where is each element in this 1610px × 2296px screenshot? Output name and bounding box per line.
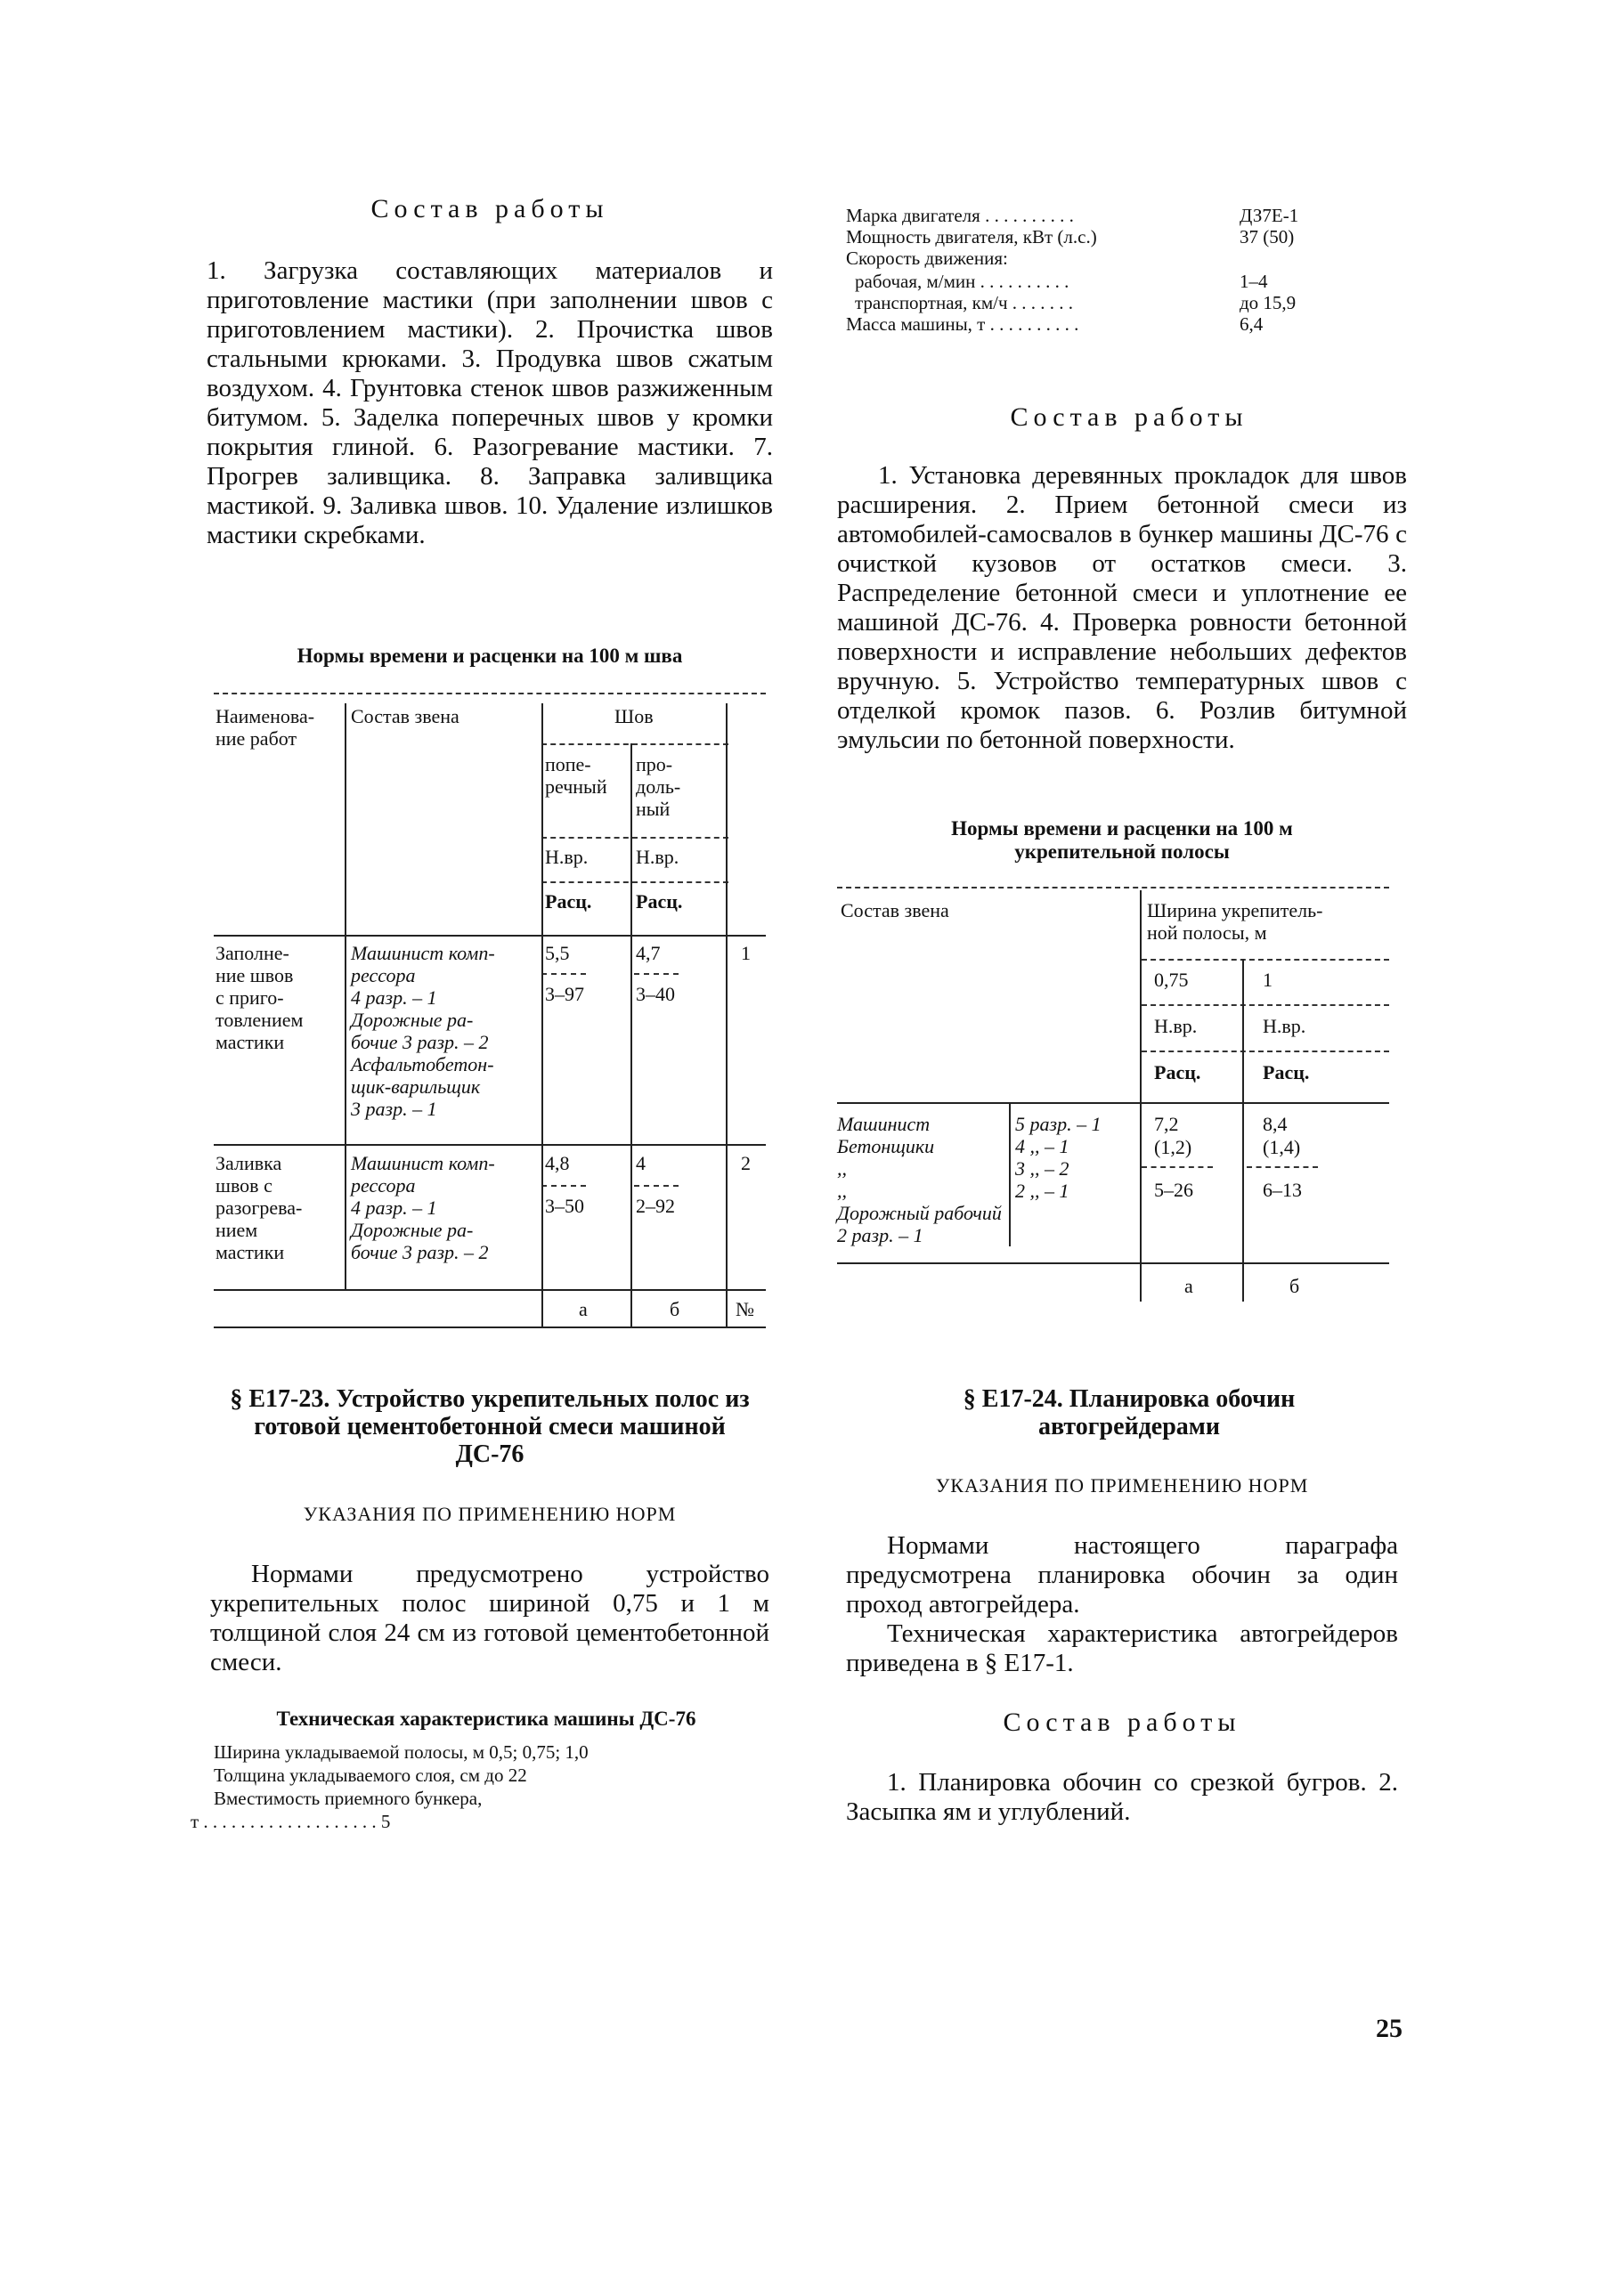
right-spec-label: Мощность двигателя, кВт (л.с.)	[846, 226, 1097, 247]
left-paragraph-1: 1. Загрузка составляющих материалов и приготовление мастики (при заполнении швов с приготовлением мастики). 2. Прочистка швов стальными крюками. 3. Продувка швов сжатым воздухом. 4. Грунтовка стенок швов разжиженным битумом. 5. Заделка поперечных швов у кромки покрытия глиной. 6. Разогревание мастики. 7. Прогрев заливщика. 8. Заправка заливщика мастикой. 9. Заливка швов. 10. Удаление излишков мастики скребками.	[207, 256, 773, 549]
right-table-header-075: 0,75	[1154, 969, 1189, 991]
right-paragraph-4: 1. Планировка обочин со срезкой бугров. 2. Засыпка ям и углублений.	[846, 1768, 1398, 1826]
page-number: 25	[1376, 2014, 1403, 2043]
right-heading-work-composition-2: Состав работы	[1003, 1708, 1241, 1737]
left-table-header-long: про- доль- ный	[636, 753, 681, 820]
left-spec-row: т . . . . . . . . . . . . . . . . . . . 5	[191, 1811, 391, 1832]
right-table-caption: Нормы времени и расценки на 100 м укрепительной полосы	[951, 817, 1293, 863]
left-table-row1-rasc-b: 3–40	[636, 983, 675, 1005]
right-table-footer-a: а	[1184, 1275, 1193, 1297]
right-table-nvr-a-extra: (1,2)	[1154, 1136, 1192, 1158]
right-spec-label: транспортная, км/ч . . . . . . .	[855, 292, 1074, 313]
right-table-header-rasc-b: Расц.	[1263, 1061, 1310, 1083]
left-table-row2-rasc-b: 2–92	[636, 1195, 675, 1217]
right-para-instructions	[846, 1531, 1398, 1678]
right-para-work-steps	[837, 461, 1407, 755]
left-para-work-steps	[207, 256, 773, 550]
right-para-final	[846, 1768, 1398, 1827]
right-table-rasc-a: 5–26	[1154, 1179, 1193, 1201]
right-section-title: § Е17-24. Планировка обочин автогрейдерами	[963, 1385, 1296, 1440]
left-table-row1-nvr-b: 4,7	[636, 942, 661, 964]
right-spec-value: 6,4	[1240, 313, 1264, 335]
right-spec-label: Марка двигателя . . . . . . . . . .	[846, 205, 1074, 226]
left-table-header-name: Наименова- ние работ	[215, 705, 315, 750]
right-table-nvr-b-extra: (1,4)	[1263, 1136, 1301, 1158]
left-table-row2-number: 2	[741, 1152, 751, 1174]
right-table-rasc-b: 6–13	[1263, 1179, 1302, 1201]
left-spec-caption: Техническая характеристика машины ДС-76	[276, 1708, 696, 1730]
left-table-footer-no: №	[736, 1298, 754, 1320]
left-table-header-cross: попе- речный	[545, 753, 607, 798]
right-table-header-crew: Состав звена	[841, 899, 949, 921]
left-table-footer-b: б	[670, 1298, 680, 1320]
left-paragraph-2: Нормами предусмотрено устройство укрепительных полос шириной 0,75 и 1 м толщиной слоя 24 см из готовой цементобетонной смеси.	[210, 1560, 769, 1676]
right-table-header-nvr-b: Н.вр.	[1263, 1015, 1306, 1037]
left-table-row1-name: Заполне- ние швов с приго- товлением мастики	[215, 942, 304, 1053]
left-table-row1-rasc-a: 3–97	[545, 983, 584, 1005]
left-table-row2-name: Заливка швов с разогрева- нием мастики	[215, 1152, 303, 1263]
left-table-header-rasc-a: Расц.	[545, 890, 592, 913]
right-spec-value: 37 (50)	[1240, 226, 1295, 247]
left-table-header-rasc-b: Расц.	[636, 890, 683, 913]
right-table-header-width: Ширина укрепитель- ной полосы, м	[1147, 899, 1323, 944]
right-spec-value: 1–4	[1240, 271, 1268, 292]
left-heading-work-composition: Состав работы	[370, 194, 609, 223]
left-table-caption: Нормы времени и расценки на 100 м шва	[297, 645, 683, 667]
left-spec-row: Ширина укладываемой полосы, м 0,5; 0,75; 1,0	[214, 1741, 589, 1763]
right-paragraph-1: 1. Установка деревянных прокладок для швов расширения. 2. Прием бетонной смеси из автомобилей-самосвалов в бункер машины ДС-76 с очисткой кузовов от остатков смеси. 3. Распределение бетонной смеси и уплотнение ее машиной ДС-76. 4. Проверка ровности бетонной поверхности и исправление небольших дефектов вручную. 5. Устройство температурных швов с отделкой кромок пазов. 6. Розлив битумной эмульсии по бетонной поверхности.	[837, 461, 1407, 754]
right-paragraph-2: Нормами настоящего параграфа предусмотрена планировка обочин за один проход автогрейдера.	[846, 1531, 1398, 1619]
right-table-footer-b: б	[1289, 1275, 1300, 1297]
right-spec-label: Масса машины, т . . . . . . . . . .	[846, 313, 1079, 335]
right-table-header-1: 1	[1263, 969, 1273, 991]
left-table-row2-nvr-a: 4,8	[545, 1152, 570, 1174]
left-table-header-crew: Состав звена	[351, 705, 459, 727]
left-table-row2-nvr-b: 4	[636, 1152, 646, 1174]
left-section-title: § Е17-23. Устройство укрепительных полос из готовой цементобетонной смеси машиной ДС-76	[230, 1385, 750, 1468]
left-table-row1-crew: Машинист комп- рессора 4 разр. – 1 Дорожные ра- бочие 3 разр. – 2 Асфальтобетон- щик-варильщик 3 разр. – 1	[351, 942, 495, 1120]
left-table-header-nvr-a: Н.вр.	[545, 846, 589, 868]
left-table-row2-rasc-a: 3–50	[545, 1195, 584, 1217]
right-table-header-nvr-a: Н.вр.	[1154, 1015, 1198, 1037]
left-table-row1-nvr-a: 5,5	[545, 942, 570, 964]
right-table-crew-names: Машинист Бетонщики ,, ,, Дорожный рабочий 2 разр. – 1	[837, 1113, 1002, 1246]
right-paragraph-3: Техническая характеристика автогрейдеров приведена в § Е17-1.	[846, 1619, 1398, 1677]
right-table-nvr-b: 8,4	[1263, 1113, 1288, 1135]
left-table-row2-crew: Машинист комп- рессора 4 разр. – 1 Дорожные ра- бочие 3 разр. – 2	[351, 1152, 495, 1263]
right-instructions-heading: УКАЗАНИЯ ПО ПРИМЕНЕНИЮ НОРМ	[935, 1474, 1309, 1497]
left-instructions-heading: УКАЗАНИЯ ПО ПРИМЕНЕНИЮ НОРМ	[303, 1503, 677, 1525]
left-table-footer-a: а	[579, 1298, 588, 1320]
right-table-crew-grades: 5 разр. – 1 4 ,, – 1 3 ,, – 2 2 ,, – 1	[1015, 1113, 1102, 1202]
left-table-header-nvr-b: Н.вр.	[636, 846, 679, 868]
left-table-row1-number: 1	[741, 942, 751, 964]
right-spec-label: Скорость движения:	[846, 247, 1008, 269]
left-spec-row: Толщина укладываемого слоя, см до 22	[214, 1765, 527, 1786]
right-spec-label: рабочая, м/мин . . . . . . . . . .	[855, 271, 1069, 292]
right-table-nvr-a: 7,2	[1154, 1113, 1179, 1135]
right-spec-value: ДЗ7Е-1	[1240, 205, 1299, 226]
right-table-header-rasc-a: Расц.	[1154, 1061, 1201, 1083]
right-heading-work-composition: Состав работы	[1010, 402, 1248, 432]
left-table-header-seam: Шов	[614, 705, 654, 727]
left-para-instructions	[210, 1560, 769, 1677]
left-spec-row: Вместимость приемного бункера,	[214, 1788, 483, 1809]
right-spec-value: до 15,9	[1240, 292, 1297, 313]
